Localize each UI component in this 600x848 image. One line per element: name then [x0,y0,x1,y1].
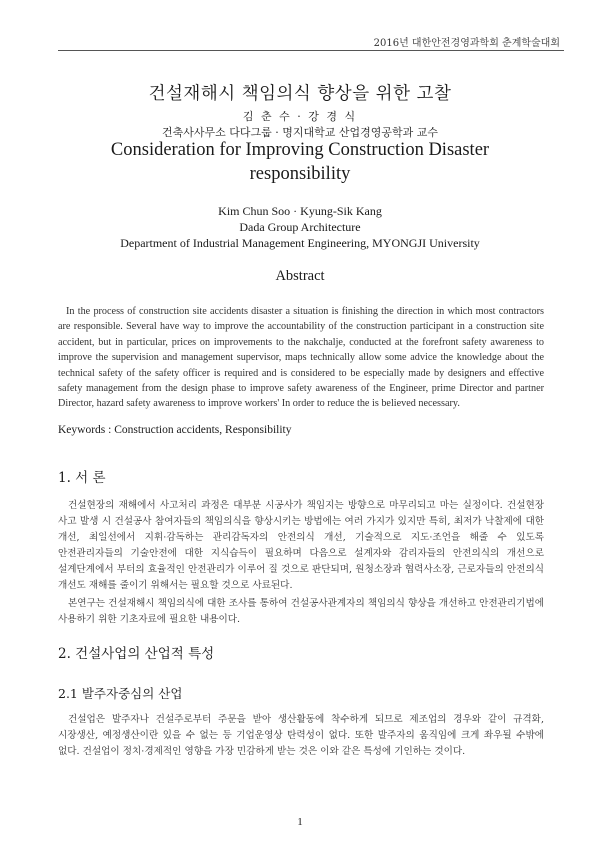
korean-affiliation: 건축사사무소 다다그룹 · 명지대학교 산업경영공학과 교수 [161,126,438,139]
section-1-heading: 1. 서 론 [58,470,106,486]
page-number: 1 [297,816,303,828]
korean-title: 건설재해시 책임의식 향상을 위한 고찰 [148,84,452,104]
abstract-heading: Abstract [275,268,325,284]
abstract-text: In the process of construction site accidents disaster a situation is finishing the direction in which most contractors are responsible. Several have way to improve the accountability of the construction participant in a construction site accident, but in particular, prices on improvements to the nakchalje, conducted at the forefront safety awareness to improve the supervision and management supervisor, maps technically allow some advice the knowledge about the technical safety of the safety officer is required and is considered to be especially made by designers and effective safety management from the design phase to improve safety awareness of the Engineer, prime Director and partner Director, hazard safety awareness to improve workers' In order to reduce the is believed necessary. [58,306,544,410]
section-1-paragraph-2: 본연구는 건설재해시 책임의식에 대한 조사를 통하여 건설공사관계자의 책임의식 향상을 개선하고 안전관리기법에 사용하기 위한 기초자료에 필요한 내용이다. [58,598,544,625]
section-2-1-heading: 2.1 발주자중심의 산업 [58,686,183,701]
korean-authors: 김 춘 수 · 강 경 식 [242,110,358,123]
conference-header: 2016년 대한안전경영과학회 춘계학술대회 [373,38,560,49]
section-2-1-paragraph-1: 건설업은 발주자나 건설주로부터 주문을 받아 생산활동에 착수하게 되므로 제조업의 경우와 같이 규격화, 시장생산, 예정생산이란 있을 수 없는 등 기업운영상 탄력성이 없다. 또한 발주자의 움직임에 크게 좌우될 수밖에 없다. 건설업이 정치·경제적인 영향을 가장 민감하게 받는 것은 이와 같은 특성에 기인하는 것이다. [58,714,544,757]
section-1-paragraph-1: 건설현장의 재해에서 사고처리 과정은 대부분 시공사가 책임지는 방향으로 마무리되고 마는 실정이다. 건설현장 사고 발생 시 건설공사 참여자들의 책임의식을 향상시키는 방법에는 여러 가지가 있지만 특히, 최저가 낙찰제에 대한 개선, 최일선에서 지휘·감독하는 관리감독자의 안전의식 개선, 기술적으로 지도·조언을 해줄 수 있도록 안전관리자들의 기술안전에 대한 지식습득이 필요하며 다음으로 설계자와 감리자들의 안전의식의 개선으로 설계단계에서 부터의 효율적인 안전관리가 이루어 질 것으로 판단되며, 원청소장과 협력사소장, 근로자들의 안전의식 개선도 재해를 줄이기 위해서는 필요할 것으로 사료된다. [58,500,544,591]
english-title-line1: Consideration for Improving Construction Disaster [110,140,490,160]
header-rule [58,50,564,51]
english-affiliation-line2: Department of Industrial Management Engineering, MYONGJI University [120,236,480,250]
keywords: Keywords : Construction accidents, Responsibility [58,424,292,436]
english-title-line2: responsibility [249,164,351,184]
section-2-heading: 2. 건설사업의 산업적 특성 [58,646,215,662]
english-affiliation-line1: Dada Group Architecture [239,220,361,234]
english-authors: Kim Chun Soo · Kyung-Sik Kang [218,204,382,218]
